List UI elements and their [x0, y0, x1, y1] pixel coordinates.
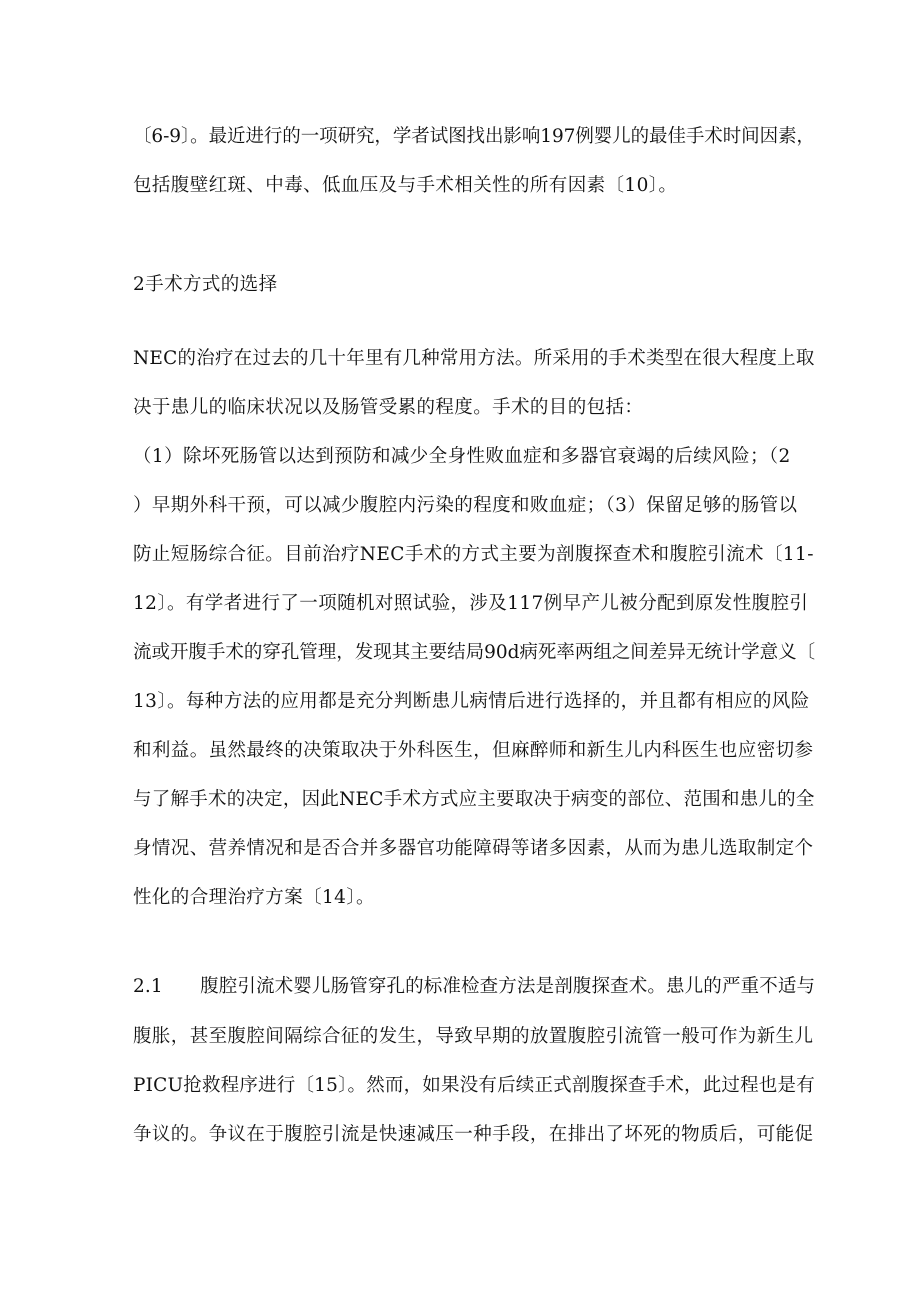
paragraph-1-line-1: 〔6-9〕。最近进行的一项研究，学者试图找出影响197例婴儿的最佳手术时间因素， — [133, 126, 815, 147]
section-heading: 2手术方式的选择 — [133, 274, 278, 295]
paragraph-2-line-3: （1）除坏死肠管以达到预防和减少全身性败血症和多器官衰竭的后续风险；（2 — [133, 446, 791, 467]
paragraph-2-line-7: 流或开腹手术的穿孔管理，发现其主要结局90d病死率两组之间差异无统计学意义〔 — [133, 642, 816, 663]
paragraph-2-line-12: 性化的合理治疗方案〔14〕。 — [133, 887, 375, 908]
section-2-1-line-4: 争议的。争议在于腹腔引流是快速减压一种手段，在排出了坏死的物质后，可能促 — [133, 1124, 814, 1145]
section-2-1-line-3: PICU抢救程序进行〔15〕。然而，如果没有后续正式剖腹探查手术，此过程也是有 — [133, 1075, 815, 1096]
paragraph-2-line-4: ）早期外科干预，可以减少腹腔内污染的程度和败血症；（3）保留足够的肠管以 — [133, 495, 798, 516]
paragraph-2-line-8: 13〕。每种方法的应用都是充分判断患儿病情后进行选择的，并且都有相应的风险 — [133, 691, 810, 712]
paragraph-2-line-2: 决于患儿的临床状况以及肠管受累的程度。手术的目的包括： — [133, 397, 644, 418]
paragraph-2-line-1: NEC的治疗在过去的几十年里有几种常用方法。所采用的手术类型在很大程度上取 — [133, 348, 815, 369]
paragraph-2-line-6: 12〕。有学者进行了一项随机对照试验，涉及117例早产儿被分配到原发性腹腔引 — [133, 593, 809, 614]
section-2-1-line-2: 腹胀，甚至腹腔间隔综合征的发生，导致早期的放置腹腔引流管一般可作为新生儿 — [133, 1026, 814, 1047]
paragraph-2-line-10: 与了解手术的决定，因此NEC手术方式应主要取决于病变的部位、范围和患儿的全 — [133, 789, 815, 810]
paragraph-1-line-2: 包括腹壁红斑、中毒、低血压及与手术相关性的所有因素〔10〕。 — [133, 175, 678, 196]
section-2-1-line-1: 2.1 腹腔引流术婴儿肠管穿孔的标准检查方法是剖腹探查术。患儿的严重不适与 — [133, 976, 816, 997]
paragraph-2-line-9: 和利益。虽然最终的决策取决于外科医生，但麻醉师和新生儿内科医生也应密切参 — [133, 740, 814, 761]
paragraph-2-line-5: 防止短肠综合征。目前治疗NEC手术的方式主要为剖腹探查术和腹腔引流术〔11- — [133, 544, 814, 565]
paragraph-2-line-11: 身情况、营养情况和是否合并多器官功能障碍等诸多因素，从而为患儿选取制定个 — [133, 838, 814, 859]
